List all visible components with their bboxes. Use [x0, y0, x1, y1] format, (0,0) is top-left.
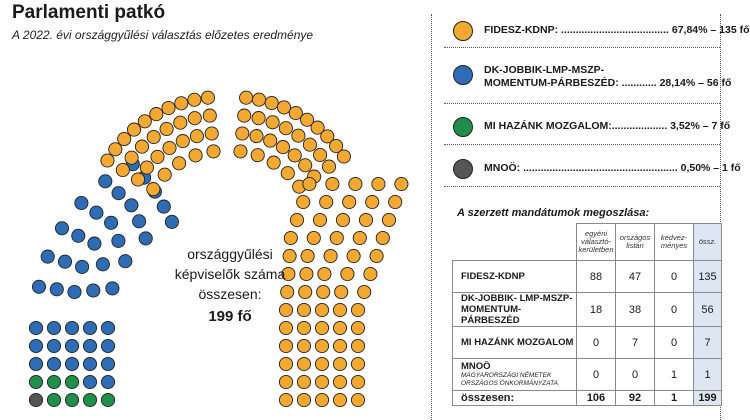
seat-fidesz	[101, 154, 114, 167]
seat-dk	[101, 339, 114, 352]
cell: 7	[616, 327, 655, 359]
seat-fidesz	[351, 339, 364, 352]
seat-dk	[55, 222, 68, 235]
seat-mihazank	[65, 393, 78, 406]
seat-fidesz	[276, 141, 289, 154]
seat-fidesz	[158, 168, 171, 181]
seat-fidesz	[303, 177, 316, 190]
seat-fidesz	[265, 96, 278, 109]
col-header-total: össz.	[694, 224, 722, 261]
cell: 88	[577, 261, 616, 293]
cell: 0	[616, 359, 655, 391]
seat-dk	[75, 196, 88, 209]
seat-fidesz	[336, 213, 349, 226]
seat-fidesz	[303, 138, 316, 151]
seat-fidesz	[238, 109, 251, 122]
seat-dk	[101, 321, 114, 334]
legend-dk-label-2: MOMENTUM-PÁRBESZÉD: ............ 28,14% – 56 fő	[484, 77, 732, 89]
seat-fidesz	[279, 339, 292, 352]
cell: 18	[577, 293, 616, 327]
seat-dk	[106, 282, 119, 295]
seat-fidesz	[290, 213, 303, 226]
seat-fidesz	[351, 375, 364, 388]
seat-fidesz	[252, 93, 265, 106]
seat-dk	[65, 339, 78, 352]
seat-dk	[112, 187, 125, 200]
seat-fidesz	[395, 177, 408, 190]
seat-fidesz	[207, 145, 220, 158]
seat-fidesz	[351, 303, 364, 316]
table-row	[453, 293, 722, 327]
column-divider	[431, 14, 432, 420]
table-row	[453, 261, 722, 293]
seat-fidesz	[341, 267, 354, 280]
seat-dk	[76, 260, 89, 273]
seat-fidesz	[147, 130, 160, 143]
seat-fidesz	[140, 161, 153, 174]
cell-total: 1	[694, 359, 722, 391]
seat-fidesz	[266, 116, 279, 129]
seat-fidesz	[236, 127, 249, 140]
seat-fidesz	[251, 149, 264, 162]
row-name-mnoo-main: MNOÖ	[461, 361, 491, 372]
seat-fidesz	[358, 285, 371, 298]
seat-dk	[157, 200, 170, 213]
seat-fidesz	[125, 151, 138, 164]
cell: 106	[577, 391, 616, 406]
table-row	[453, 327, 722, 359]
seat-fidesz	[326, 177, 339, 190]
seat-fidesz	[366, 195, 379, 208]
legend-swatch-mihazank	[453, 117, 473, 137]
seat-fidesz	[333, 321, 346, 334]
col-header-list: országos listán	[616, 224, 655, 261]
seat-dk	[47, 321, 60, 334]
seat-fidesz	[347, 249, 360, 262]
seat-fidesz	[351, 357, 364, 370]
seat-fidesz	[279, 357, 292, 370]
seat-fidesz	[288, 149, 301, 162]
seat-fidesz	[315, 357, 328, 370]
seat-dk	[101, 375, 114, 388]
seat-dk	[88, 237, 101, 250]
seat-fidesz	[162, 101, 175, 114]
table-row-total	[453, 391, 722, 406]
seat-fidesz	[370, 249, 383, 262]
cell: 0	[655, 293, 694, 327]
seat-fidesz	[351, 321, 364, 334]
seat-fidesz	[349, 177, 362, 190]
seat-fidesz	[335, 285, 348, 298]
seat-dk	[65, 357, 78, 370]
seat-fidesz	[314, 148, 327, 161]
seat-mihazank	[47, 375, 60, 388]
seat-fidesz	[175, 97, 188, 110]
seat-fidesz	[376, 231, 389, 244]
seat-fidesz	[151, 150, 164, 163]
seat-fidesz	[109, 143, 122, 156]
seat-dk	[29, 339, 42, 352]
cell-total: 135	[694, 261, 722, 293]
center-caption	[150, 244, 310, 327]
seat-dk	[65, 321, 78, 334]
center-line-3: összesen:	[198, 286, 262, 302]
seat-fidesz	[250, 130, 263, 143]
seat-dk	[101, 357, 114, 370]
row-name-mihazank: MI HAZÁNK MOZGALOM	[453, 327, 577, 359]
legend-fidesz-label: FIDESZ-KDNP: ..................................... 67,84% – 135 fő	[484, 24, 750, 36]
seat-fidesz	[330, 231, 343, 244]
seat-fidesz	[389, 195, 402, 208]
seat-fidesz	[201, 91, 214, 104]
seat-fidesz	[190, 130, 203, 143]
seat-mihazank	[65, 375, 78, 388]
cell: 38	[616, 293, 655, 327]
seat-fidesz	[322, 160, 335, 173]
seat-fidesz	[135, 140, 148, 153]
seat-fidesz	[116, 163, 129, 176]
seat-fidesz	[252, 112, 265, 125]
seat-dk	[29, 357, 42, 370]
legend-swatch-dk	[453, 65, 473, 85]
seat-fidesz	[307, 231, 320, 244]
table-corner	[453, 224, 577, 261]
distribution-title: A szerzett mandátumok megoszlása:	[457, 207, 650, 219]
cell: 1	[655, 359, 694, 391]
legend-mnoo-label: MNOÖ: ..................................................... 0,50% – 1 fő	[484, 162, 741, 174]
seat-fidesz	[313, 213, 326, 226]
seat-fidesz	[333, 339, 346, 352]
seat-fidesz	[292, 129, 305, 142]
cell: 0	[655, 327, 694, 359]
seat-fidesz	[279, 393, 292, 406]
cell: 92	[616, 391, 655, 406]
seat-fidesz	[160, 122, 173, 135]
seat-dk	[72, 229, 85, 242]
seat-dk	[125, 199, 138, 212]
seat-fidesz	[203, 109, 216, 122]
seat-fidesz	[189, 149, 202, 162]
seat-dk	[99, 175, 112, 188]
cell: 1	[655, 391, 694, 406]
seat-fidesz	[333, 303, 346, 316]
seat-dk	[50, 283, 63, 296]
row-name-mnoo	[453, 359, 577, 391]
seat-dk	[83, 357, 96, 370]
seat-fidesz	[240, 91, 253, 104]
page-subtitle: A 2022. évi országgyűlési választás előzetes eredménye	[12, 28, 314, 42]
seat-mnoo	[29, 393, 42, 406]
legend-swatch-fidesz	[453, 21, 473, 41]
center-line-1: országgyűlési	[187, 246, 273, 262]
legend-swatch-mnoo	[453, 159, 473, 179]
row-name-fidesz: FIDESZ-KDNP	[453, 261, 577, 293]
cell-total: 199	[694, 391, 722, 406]
seat-fidesz	[337, 150, 350, 163]
seat-fidesz	[188, 93, 201, 106]
seat-fidesz	[333, 393, 346, 406]
seat-dk	[47, 357, 60, 370]
seat-fidesz	[315, 393, 328, 406]
seat-fidesz	[364, 267, 377, 280]
seat-dk	[29, 321, 42, 334]
seat-mihazank	[101, 393, 114, 406]
seat-fidesz	[351, 393, 364, 406]
seat-fidesz	[315, 339, 328, 352]
col-header-individual: egyéni választó-kerületben	[577, 224, 616, 261]
seat-dk	[165, 215, 178, 228]
page-title: Parlamenti patkó	[12, 2, 166, 23]
seat-fidesz	[297, 195, 310, 208]
seat-fidesz	[315, 375, 328, 388]
seat-dk	[83, 339, 96, 352]
seat-fidesz	[188, 112, 201, 125]
seat-fidesz	[359, 213, 372, 226]
mandate-distribution-table	[452, 223, 722, 406]
seat-fidesz	[315, 303, 328, 316]
cell: 47	[616, 261, 655, 293]
seat-fidesz	[267, 156, 280, 169]
cell: 0	[577, 359, 616, 391]
seat-mihazank	[83, 393, 96, 406]
seat-fidesz	[131, 173, 144, 186]
cell: 0	[655, 261, 694, 293]
row-name-mnoo-sub: MAGYARORSZÁGI NÉMETEK ORSZÁGOS ÖNKORMÁNYZATA	[461, 372, 558, 387]
seat-mihazank	[29, 375, 42, 388]
seat-dk	[83, 321, 96, 334]
seat-fidesz	[277, 101, 290, 114]
legend-divider	[444, 103, 720, 104]
seat-dk	[58, 255, 71, 268]
seat-fidesz	[176, 135, 189, 148]
legend-divider	[444, 186, 720, 187]
center-total: 199 fő	[208, 308, 252, 325]
seat-dk	[87, 284, 100, 297]
seat-dk	[96, 258, 109, 271]
seat-fidesz	[324, 249, 337, 262]
seat-dk	[32, 280, 45, 293]
seat-fidesz	[382, 213, 395, 226]
seat-fidesz	[317, 285, 330, 298]
seat-fidesz	[343, 195, 356, 208]
table-row	[453, 359, 722, 391]
seat-fidesz	[138, 115, 151, 128]
seat-fidesz	[150, 108, 163, 121]
seat-fidesz	[297, 339, 310, 352]
legend-mihazank-label: MI HAZÁNK MOZGALOM:................... 3,52% – 7 fő	[484, 120, 731, 132]
seat-fidesz	[318, 267, 331, 280]
seat-fidesz	[279, 375, 292, 388]
seat-mihazank	[47, 393, 60, 406]
seat-dk	[119, 255, 132, 268]
seat-dk	[41, 250, 54, 263]
seat-fidesz	[333, 375, 346, 388]
seat-fidesz	[147, 183, 160, 196]
col-header-preferential: kedvez-ményes	[655, 224, 694, 261]
seat-fidesz	[299, 159, 312, 172]
cell-total: 56	[694, 293, 722, 327]
seat-dk	[83, 375, 96, 388]
seat-fidesz	[281, 167, 294, 180]
seat-fidesz	[234, 145, 247, 158]
seat-fidesz	[174, 116, 187, 129]
seat-fidesz	[297, 357, 310, 370]
seat-fidesz	[297, 393, 310, 406]
seat-fidesz	[127, 123, 140, 136]
seat-dk	[90, 206, 103, 219]
seat-dk	[105, 216, 118, 229]
seat-dk	[112, 234, 125, 247]
legend-divider	[444, 47, 720, 48]
seat-fidesz	[333, 357, 346, 370]
legend-dk-label-1: DK-JOBBIK-LMP-MSZP-	[484, 64, 605, 76]
seat-fidesz	[173, 157, 186, 170]
seat-fidesz	[284, 231, 297, 244]
row-name-dk: DK-JOBBIK- LMP-MSZP-MOMENTUM-PÁRBESZÉD	[453, 293, 577, 327]
seat-dk	[68, 285, 81, 298]
seat-fidesz	[372, 177, 385, 190]
seat-fidesz	[353, 231, 366, 244]
total-label: összesen:	[453, 391, 577, 406]
cell: 0	[577, 327, 616, 359]
seat-fidesz	[264, 134, 277, 147]
seat-fidesz	[205, 127, 218, 140]
legend-divider	[444, 144, 720, 145]
seat-dk	[47, 339, 60, 352]
seat-fidesz	[320, 195, 333, 208]
seat-dk	[133, 215, 146, 228]
seat-fidesz	[279, 122, 292, 135]
cell-total: 7	[694, 327, 722, 359]
center-line-2: képviselők száma	[174, 266, 286, 282]
seat-fidesz	[163, 141, 176, 154]
seat-fidesz	[315, 321, 328, 334]
seat-fidesz	[297, 375, 310, 388]
